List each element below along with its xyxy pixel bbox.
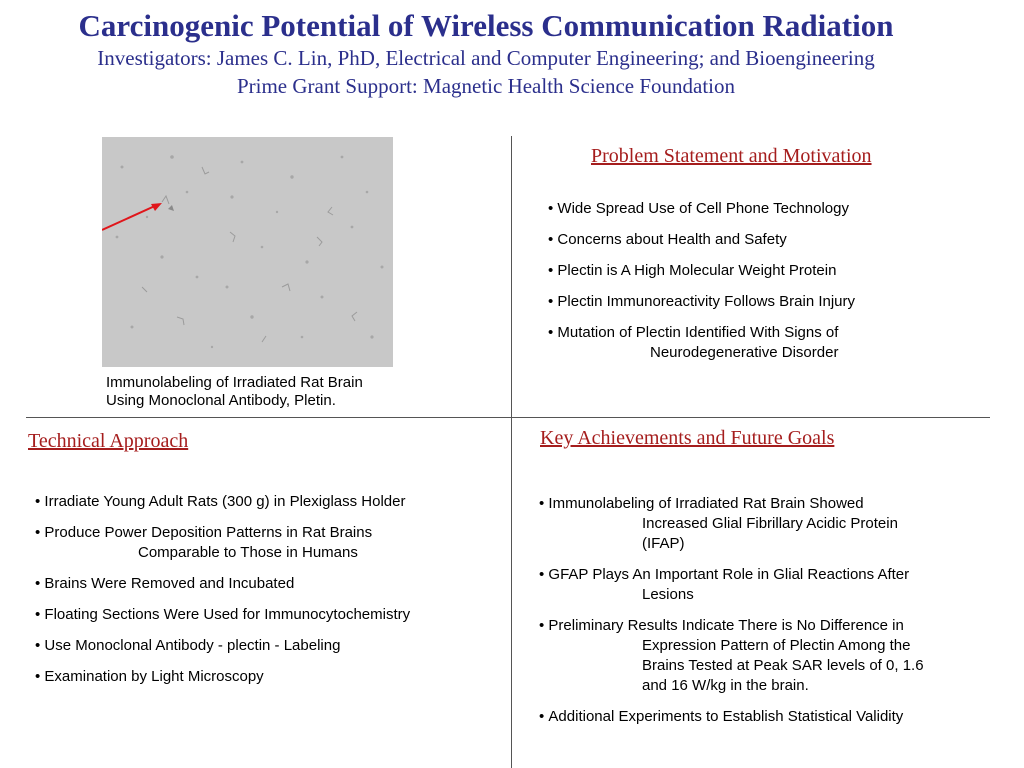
achievements-list (539, 494, 1009, 738)
slide-title: Carcinogenic Potential of Wireless Communication Radiation (78, 8, 894, 43)
problem-heading: Problem Statement and Motivation (591, 145, 872, 167)
red-arrow-icon (102, 199, 182, 249)
list-item-text: • Use Monoclonal Antibody - plectin - Labeling (35, 637, 340, 654)
list-item (35, 523, 505, 563)
list-item-text: • Irradiate Young Adult Rats (300 g) in Plexiglass Holder (35, 493, 405, 510)
list-item-text: • Preliminary Results Indicate There is No Difference in (539, 617, 904, 634)
list-item-text: • Brains Were Removed and Incubated (35, 575, 294, 592)
list-item (539, 565, 1009, 605)
list-item-continuation: Brains Tested at Peak SAR levels of 0, 1.6 (642, 657, 924, 674)
investigators-line: Investigators: James C. Lin, PhD, Electrical and Computer Engineering; and Bioengineering (97, 46, 875, 70)
list-item-text: • Immunolabeling of Irradiated Rat Brain Showed (539, 495, 864, 512)
technical-list (35, 492, 505, 698)
list-item (35, 574, 505, 594)
list-item (548, 261, 988, 281)
list-item (548, 230, 988, 250)
list-item-text: • Floating Sections Were Used for Immunocytochemistry (35, 606, 410, 623)
list-item-text: • Additional Experiments to Establish Statistical Validity (539, 708, 903, 725)
caption-line: Using Monoclonal Antibody, Pletin. (106, 392, 336, 409)
list-item (539, 494, 1009, 554)
tissue-texture (102, 137, 393, 367)
grant-line: Prime Grant Support: Magnetic Health Science Foundation (236, 74, 736, 98)
vertical-divider (511, 136, 512, 768)
list-item (548, 199, 988, 219)
list-item-continuation: Comparable to Those in Humans (138, 544, 358, 561)
technical-heading: Technical Approach (28, 430, 189, 452)
list-item-continuation: Increased Glial Fibrillary Acidic Protein (642, 515, 898, 532)
list-item-continuation: Lesions (642, 586, 694, 603)
list-item-text: • GFAP Plays An Important Role in Glial Reactions After (539, 566, 909, 583)
list-item (35, 492, 505, 512)
list-item-text: • Mutation of Plectin Identified With Signs of (548, 324, 838, 341)
list-item (539, 616, 1009, 696)
horizontal-divider (26, 417, 990, 418)
list-item-continuation: and 16 W/kg in the brain. (642, 677, 809, 694)
microscopy-image (102, 137, 393, 367)
list-item-text: • Plectin is A High Molecular Weight Protein (548, 262, 836, 279)
list-item (35, 667, 505, 687)
list-item-text: • Produce Power Deposition Patterns in Rat Brains (35, 524, 372, 541)
list-item-text: • Wide Spread Use of Cell Phone Technology (548, 200, 849, 217)
list-item (539, 707, 1009, 727)
slide-header (0, 8, 972, 100)
achievements-heading: Key Achievements and Future Goals (540, 427, 835, 449)
problem-list (548, 199, 988, 374)
image-caption (106, 374, 363, 410)
list-item (548, 292, 988, 312)
list-item-text: • Concerns about Health and Safety (548, 231, 787, 248)
list-item-continuation: (IFAP) (642, 535, 685, 552)
list-item (548, 323, 988, 363)
list-item-continuation: Neurodegenerative Disorder (650, 344, 839, 361)
list-item (35, 636, 505, 656)
list-item-text: • Plectin Immunoreactivity Follows Brain Injury (548, 293, 855, 310)
caption-line: Immunolabeling of Irradiated Rat Brain (106, 374, 363, 391)
list-item-text: • Examination by Light Microscopy (35, 668, 264, 685)
list-item (35, 605, 505, 625)
list-item-continuation: Expression Pattern of Plectin Among the (642, 637, 911, 654)
